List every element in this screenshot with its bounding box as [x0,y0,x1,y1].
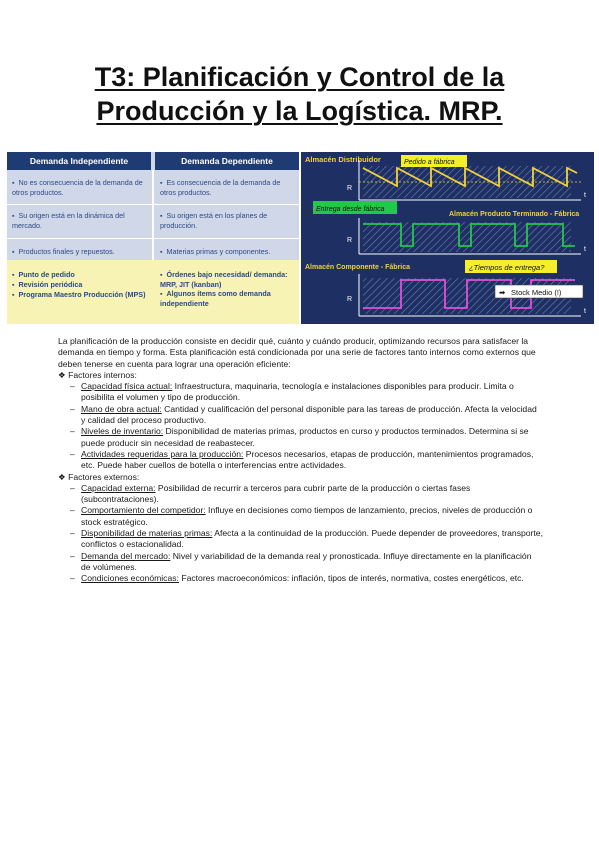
page-title [0,60,599,128]
axis-t-label: t [584,308,586,315]
header-dependiente: Demanda Dependiente [155,152,299,170]
list-item: – Mano de obra actual: Cantidad y cualificación del personal disponible para las tareas de producción. Afecta la velocidad y calidad del proceso productivo. [70,403,537,426]
page-title-line-2: Producción y la Logística. MRP. [96,96,503,126]
table-cell: ▪ Su origen está en los planes de producción. [160,211,268,230]
row-divider [7,238,299,239]
table-cell: ▪ Es consecuencia de la demanda de otros productos. [160,178,281,197]
table-cell: ▪ Punto de pedido ▪ Revisión periódica ▪ Programa Maestro Producción (MPS) [12,270,146,299]
callout-entrega: Entrega desde fábrica [316,206,385,213]
table-cell: ▪ Materias primas y componentes. [160,247,271,256]
inventory-diagram [301,152,594,324]
label-distribuidor: Almacén Distribuidor [305,155,381,164]
axis-r-label: R [347,185,353,192]
label-componente: Almacén Componente - Fábrica [305,264,411,271]
list-item: ❖ Factores internos: [58,369,137,380]
list-item: – Actividades requeridas para la producción: Procesos necesarios, etapas de producción, mantenimientos programados, etc. Puede haber cuellos de botella o interferencias entre actividades. [70,448,534,471]
intro-paragraph: La planificación de la producción consiste en decidir qué, cuánto y cuándo producir, optimizando recursos para satisfacer la demanda en tiempo y forma. Esta planificación está condicionada por una serie de factores tanto internos como externos que deben tenerse en cuenta para lograr una operación eficiente: [58,336,536,369]
page-title-line-1: T3: Planificación y Control de la [94,62,505,92]
axis-r-label: R [347,237,353,244]
table-cell: ▪ Órdenes bajo necesidad/ demanda: MRP, JIT (kanban) ▪ Algunos ítems como demanda independiente [160,270,288,308]
callout-stock-arrow: ➡ [499,288,506,297]
hatch-area [363,222,571,252]
diamond-icon: ❖ [58,471,69,482]
summary-figure [7,152,594,324]
list-item: – Capacidad física actual: Infraestructura, maquinaria, tecnología e instalaciones disponibles para producir. Limita o posibilita el volumen y tipo de producción. [70,381,514,403]
callout-stock: Stock Medio (!) [511,288,562,297]
callout-pedido: Pedido a fábrica [404,159,455,166]
table-cell: ▪ Su origen está en la dinámica del mercado. [12,211,125,230]
list-item: – Demanda del mercado: Nivel y variabilidad de la demanda real y pronosticada. Influye directamente en la planificación de volúmenes. [70,550,532,572]
inventory-diagram-svg [301,152,594,324]
axis-r-label: R [347,296,353,303]
list-item: – Disponibilidad de materias primas: Afecta a la continuidad de la producción. Puede depender de proveedores, transporte, conflictos o estacionalidad. [70,528,543,550]
axis-t-label: t [584,192,586,199]
callout-tiempos: ¿Tiempos de entrega? [469,263,545,272]
diamond-icon: ❖ [58,369,69,380]
list-item: – Capacidad externa: Posibilidad de recurrir a terceros para cubrir parte de la producción o ciertas fases (subcontrataciones). [70,482,471,505]
list-item: – Niveles de inventario: Disponibilidad de materias primas, productos en curso y productos terminados. Determina si se puede producir sin necesidad de reabastecer. [70,426,529,448]
table-cell: ▪ Productos finales y repuestos. [12,247,115,256]
table-cell: ▪ No es consecuencia de la demanda de otros productos. [12,178,143,197]
axis-t-label: t [584,246,586,253]
row-divider [7,204,299,205]
body-text [58,336,543,585]
list-item: – Comportamiento del competidor: Influye en decisiones como tiempos de lanzamiento, precios, niveles de producción o stock estratégico. [70,505,533,527]
label-producto: Almacén Producto Terminado - Fábrica [449,211,580,218]
list-item: ❖ Factores externos: [58,471,140,482]
list-item: – Condiciones económicas: Factores macroeconómicos: inflación, tipos de interés, normativa, costes energéticos, etc. [70,573,524,584]
demand-table [7,152,299,324]
header-independiente: Demanda Independiente [7,152,151,170]
